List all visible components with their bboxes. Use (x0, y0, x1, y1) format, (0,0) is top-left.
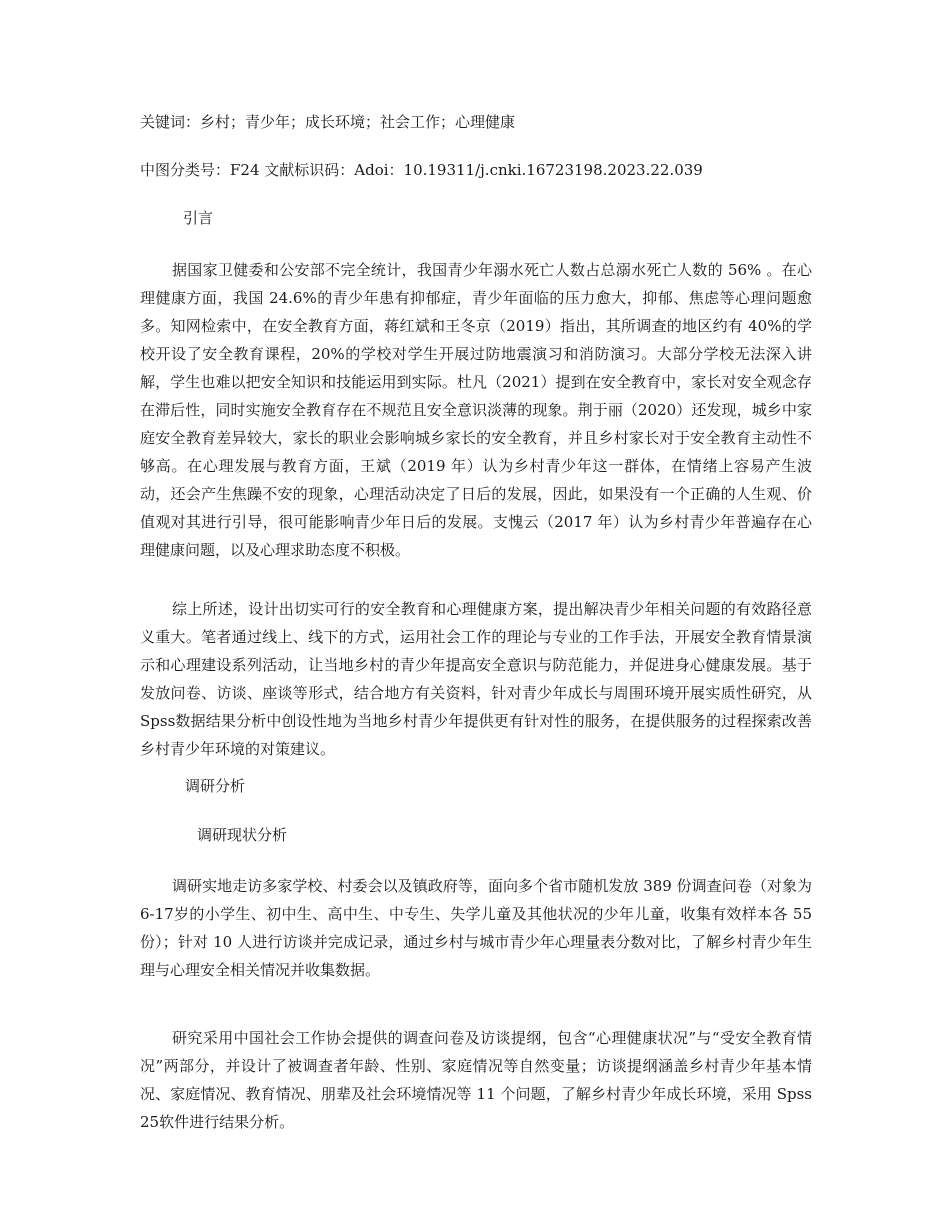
section-heading-analysis: 调研分析 (185, 777, 246, 795)
subsection-heading-status: 调研现状分析 (197, 826, 288, 844)
paragraph-intro-1: 据国家卫健委和公安部不完全统计，我国青少年溺水死亡人数占总溺水死亡人数的 56% 。在心理健康方面，我国 24.6%的青少年患有抑郁症，青少年面临的压力愈大，抑郁、焦虑等心理问题愈多。知网检索中，在安全教育方面，蒋红斌和王冬京（2019）指出，其所调查的地区约有 40%的学校开设了安全教育课程，20%的学校对学生开展过防地震演习和消防演习。大部分学校无法深入讲解，学生也难以把安全知识和技能运用到实际。杜凡（2021）提到在安全教育中，家长对安全观念存在滞后性，同时实施安全教育存在不规范且安全意识淡薄的现象。荆于丽（2020）还发现，城乡中家庭安全教育差异较大，家长的职业会影响城乡家长的安全教育，并且乡村家长对于安全教育主动性不够高。在心理发展与教育方面，王斌（2019 年）认为乡村青少年这一群体，在情绪上容易产生波动，还会产生焦躁不安的现象，心理活动决定了日后的发展，因此，如果没有一个正确的人生观、价值观对其进行引导，很可能影响青少年日后的发展。支愧云（2017 年）认为乡村青少年普遍存在心理健康问题，以及心理求助态度不积极。 (140, 261, 812, 559)
keywords-line: 关键词：乡村；青少年；成长环境；社会工作；心理健康 (140, 113, 516, 131)
paragraph-survey-2: 研究采用中国社会工作协会提供的调查问卷及访谈提纲，包含“心理健康状况”与“受安全教育情况”两部分，并设计了被调查者年龄、性别、家庭情况等自然变量；访谈提纲涵盖乡村青少年基本情况、家庭情况、教育情况、朋辈及社会环境情况等 11 个问题，了解乡村青少年成长环境，采用 Spss25软件进行结果分析。 (140, 1029, 812, 1131)
classification-line: 中图分类号：F24 文献标识码：Adoi：10.19311/j.cnki.16723198.2023.22.039 (140, 161, 703, 179)
section-heading-intro: 引言 (183, 209, 214, 227)
paragraph-survey-1: 调研实地走访多家学校、村委会以及镇政府等，面向多个省市随机发放 389 份调查问卷（对象为 6-17岁的小学生、初中生、高中生、中专生、失学儿童及其他状况的少年儿童，收集有效样本各 55 份）；针对 10 人进行访谈并完成记录，通过乡村与城市青少年心理量表分数对比，了解乡村青少年生理与心理安全相关情况并收集数据。 (140, 877, 812, 979)
paragraph-intro-2: 综上所述，设计出切实可行的安全教育和心理健康方案，提出解决青少年相关问题的有效路径意义重大。笔者通过线上、线下的方式，运用社会工作的理论与专业的工作手法，开展安全教育情景演示和心理建设系列活动，让当地乡村的青少年提高安全意识与防范能力，并促进身心健康发展。基于发放问卷、访谈、座谈等形式，结合地方有关资料，针对青少年成长与周围环境开展实质性研究，从 Spss数据结果分析中创设性地为当地乡村青少年提供更有针对性的服务，在提供服务的过程探索改善乡村青少年环境的对策建议。 (140, 600, 812, 758)
